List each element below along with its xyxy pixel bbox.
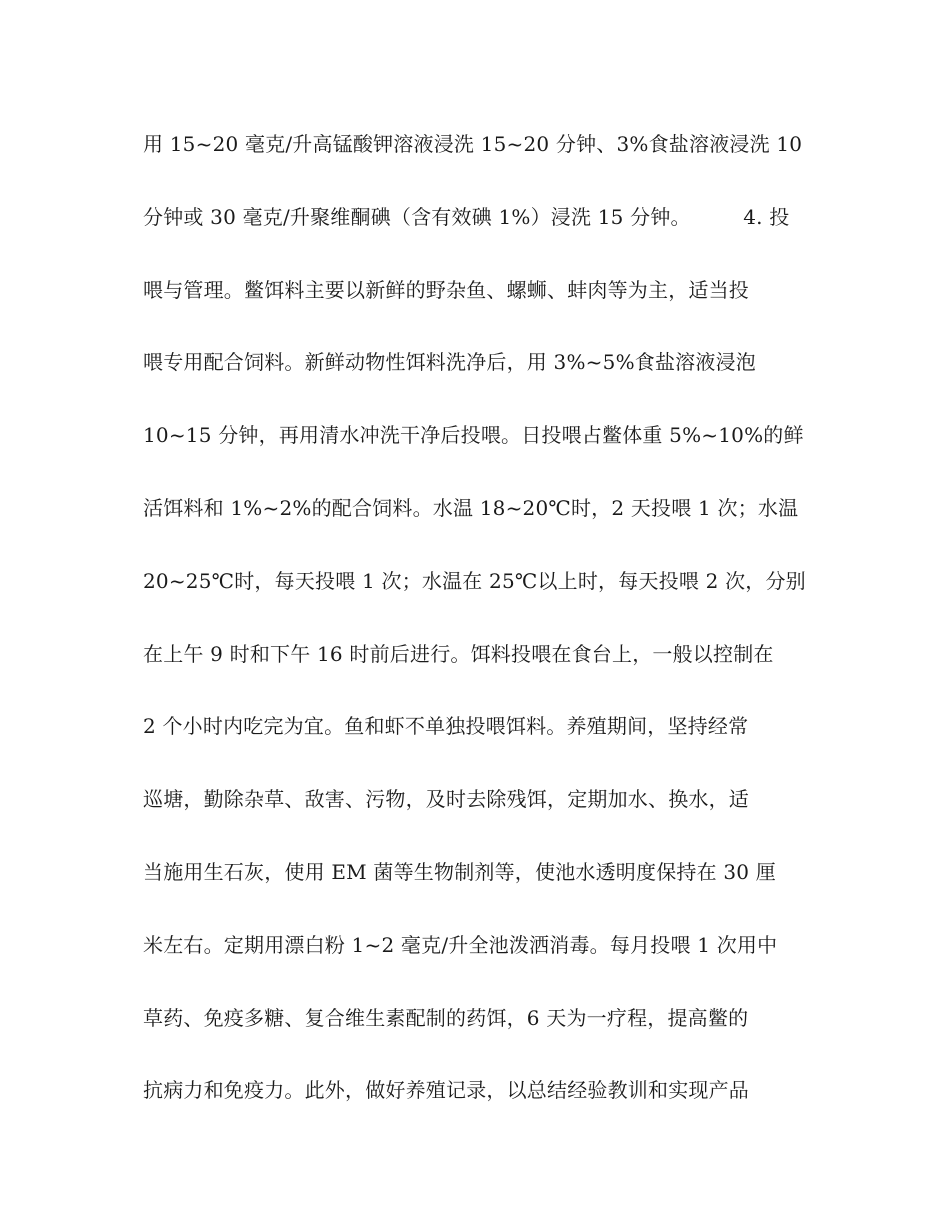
text-line: 抗病力和免疫力。此外，做好养殖记录，以总结经验教训和实现产品 xyxy=(143,1078,749,1103)
text-line: 2 个小时内吃完为宜。鱼和虾不单独投喂饵料。养殖期间，坚持经常 xyxy=(143,714,749,739)
body-text xyxy=(143,124,813,1143)
text-line: 在上午 9 时和下午 16 时前后进行。饵料投喂在食台上，一般以控制在 xyxy=(143,641,774,666)
text-line: 用 15~20 毫克/升高锰酸钾溶液浸洗 15~20 分钟、3%食盐溶液浸洗 10 xyxy=(143,132,803,156)
text-line: 巡塘，勤除杂草、敌害、污物，及时去除残饵，定期加水、换水，适 xyxy=(143,787,749,812)
text-line: 草药、免疫多糖、复合维生素配制的药饵，6 天为一疗程，提高鳖的 xyxy=(143,1005,749,1030)
text-line: 喂与管理。鳖饵料主要以新鲜的野杂鱼、螺蛳、蚌肉等为主，适当投 xyxy=(143,277,749,302)
text-line: 活饵料和 1%~2%的配合饲料。水温 18~20℃时，2 天投喂 1 次；水温 xyxy=(143,495,799,520)
text-line: 喂专用配合饲料。新鲜动物性饵料洗净后，用 3%~5%食盐溶液浸泡 xyxy=(143,350,756,375)
text-line: 米左右。定期用漂白粉 1~2 毫克/升全池泼洒消毒。每月投喂 1 次用中 xyxy=(143,932,778,957)
text-line: 分钟或 30 毫克/升聚维酮碘（含有效碘 1%）浸洗 15 分钟。 4. 投 xyxy=(143,204,790,229)
text-line: 10~15 分钟，再用清水冲洗干净后投喂。日投喂占鳖体重 5%~10%的鲜 xyxy=(143,423,804,448)
text-line: 当施用生石灰，使用 EM 菌等生物制剂等，使池水透明度保持在 30 厘 xyxy=(143,859,776,884)
text-line: 20~25℃时，每天投喂 1 次；水温在 25℃以上时，每天投喂 2 次，分别 xyxy=(143,568,806,593)
